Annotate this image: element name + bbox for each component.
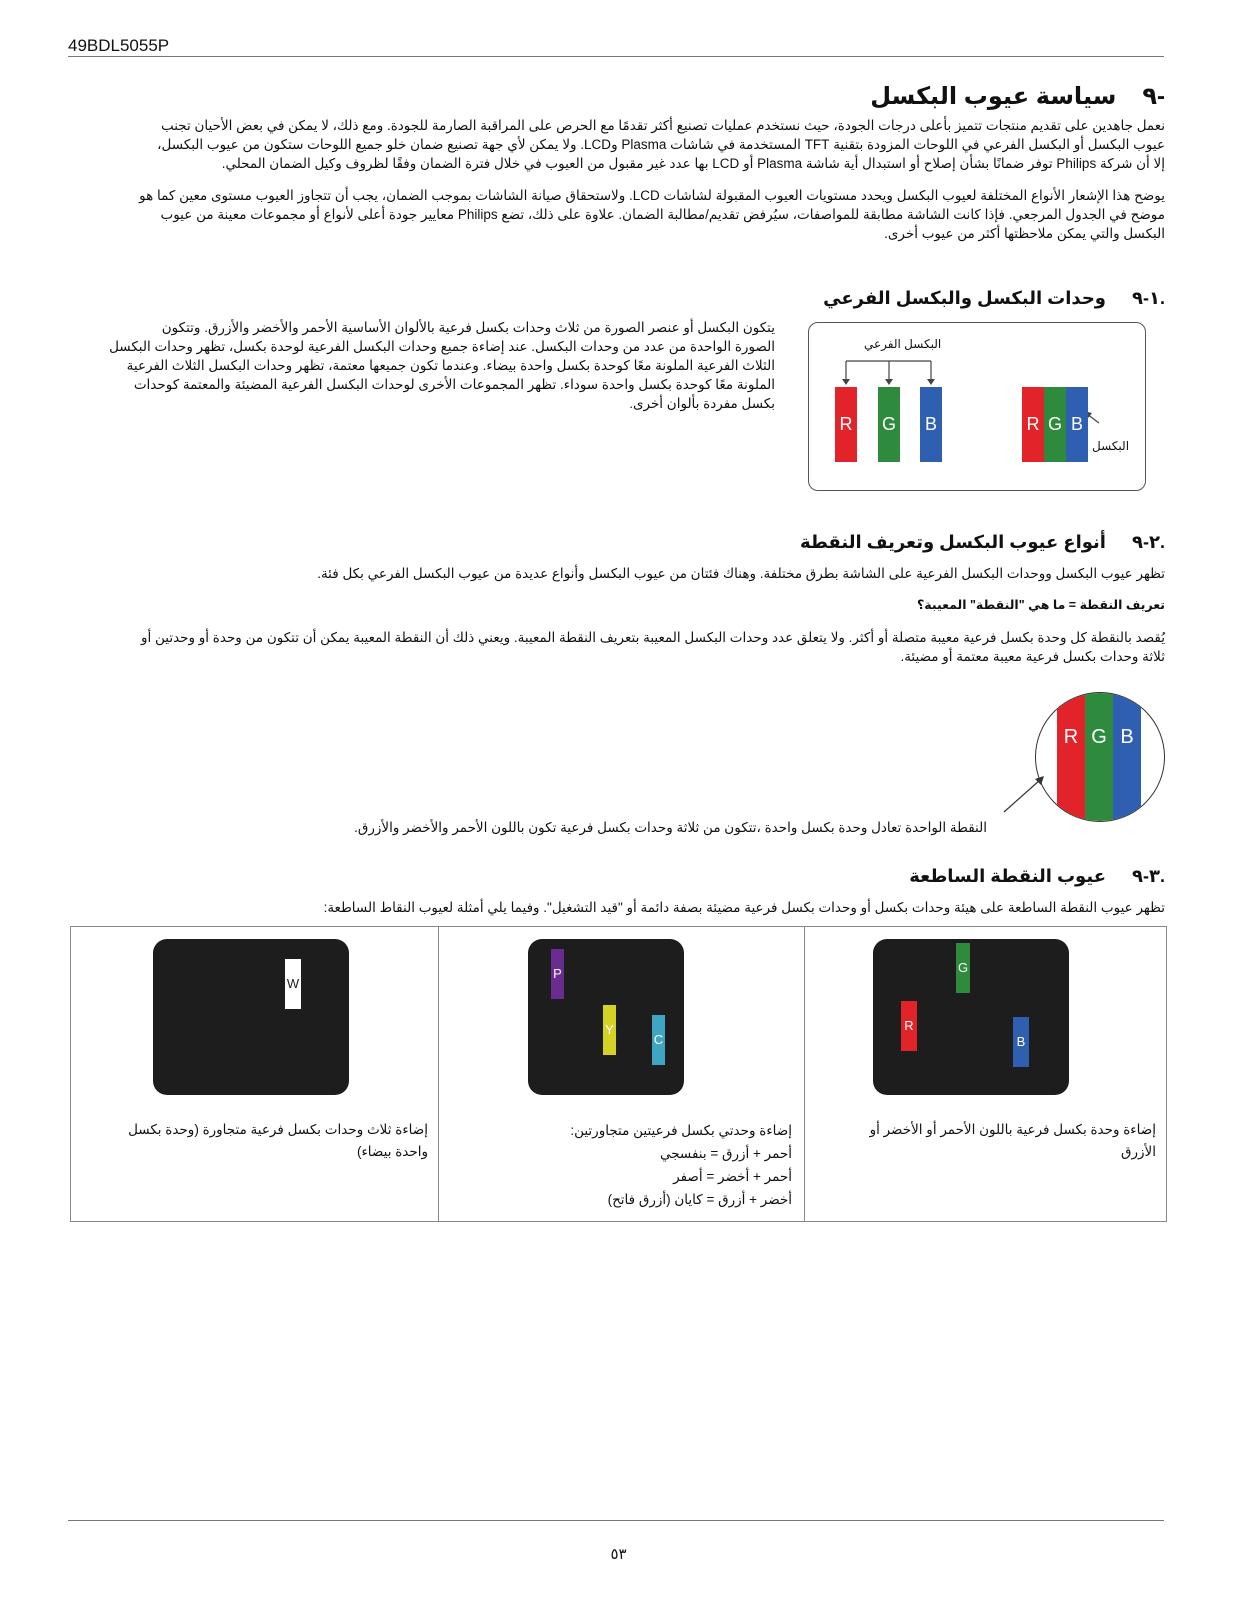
screen-example	[153, 939, 349, 1095]
pixel-subpixel-diagram	[808, 322, 1146, 491]
two-subpixels-cell	[439, 927, 804, 1221]
text-line: موضح في الجدول المرجعي. فإذا كانت الشاشة مطابقة للمواصفات، سيُرفض تقديم/مطالبة الضمان. علاوة على ذلك، تضع Philips معايير جودة أعلى لأنواع أو مجموعات معينة من عيوب	[160, 207, 1165, 222]
text-line: يوضح هذا الإشعار الأنواع المختلفة لعيوب البكسل ويحدد مستويات العيوب المقبولة لشاشات LCD. ولاستحقاق صيانة الشاشات بموجب الضمان، يجب أن تتجاوز العيوب مستوى معين كما هو	[139, 188, 1165, 203]
text-line: بكسل مفردة بألوان أخرى.	[629, 396, 775, 411]
cyan-bright-subpixel: C	[652, 1015, 665, 1065]
section-number: .٣-٩	[1131, 866, 1165, 886]
text-line: يتكون البكسل أو عنصر الصورة من ثلاث وحدات بكسل فرعية بالألوان الأساسية الأحمر والأخضر والأزرق. وتتكون	[161, 320, 775, 335]
pixel-label: البكسل	[1092, 439, 1130, 453]
cell-caption	[83, 1119, 428, 1163]
section-9-3-intro: تظهر عيوب النقطة الساطعة على هيئة وحدات بكسل أو وحدات بكسل فرعية مضيئة بصفة دائمة أو "قيد التشغيل". وفيما يلي أمثلة لعيوب النقاط الساطعة:	[323, 900, 1165, 915]
text-line: واحدة بيضاء)	[356, 1144, 428, 1159]
text-line: الأزرق	[1121, 1144, 1156, 1159]
blue-subpixel: B	[920, 387, 942, 462]
white-bright-pixel: W	[285, 959, 301, 1009]
yellow-bright-subpixel: Y	[603, 1005, 616, 1055]
section-title: أنواع عيوب البكسل وتعريف النقطة	[799, 532, 1106, 552]
footer-divider	[68, 1520, 1164, 1521]
single-subpixel-cell	[805, 927, 1166, 1221]
section-9-paragraph-1	[65, 116, 1165, 173]
text-line: يُقصد بالنقطة كل وحدة بكسل فرعية معيبة متصلة أو أكثر. ولا يتعلق عدد وحدات البكسل المعيبة بتعريف النقطة المعيبة. ويعني ذلك أن النقطة المعيبة يمكن أن تتكون من وحدة أو وحدتين أو	[140, 630, 1165, 645]
section-9-2-intro: تظهر عيوب البكسل ووحدات البكسل الفرعية على الشاشة بطرق مختلفة. وهناك فئتان من عيوب البكسل وأنواع عديدة من عيوب البكسل الفرعي بكل فئة.	[317, 566, 1165, 581]
dot-definition-text	[65, 628, 1165, 666]
text-line: إضاءة ثلاث وحدات بكسل فرعية متجاورة (وحدة بكسل	[128, 1122, 428, 1137]
page-number: ٥٣	[610, 1546, 627, 1563]
text-line: البكسل والتي يمكن ملاحظتها أكثر من عيوب أخرى.	[884, 226, 1165, 241]
section-9-1-paragraph	[70, 318, 775, 413]
blue-bright-subpixel: B	[1013, 1017, 1029, 1067]
subpixel-label: البكسل الفرعي	[864, 337, 942, 351]
dot-blue: B	[1113, 693, 1141, 821]
model-number: 49BDL5055P	[68, 36, 170, 55]
dot-green: G	[1085, 693, 1113, 821]
text-line: إلا أن شركة Philips توفر ضمانًا بشأن إصلاح أو استبدال أية شاشة Plasma أو LCD بها عدد غير مقبول من العيوب في خلال فترة الضمان وفقًا لظروف وكيل الضمان المحلي.	[221, 156, 1165, 171]
section-number: .٢-٩	[1131, 532, 1165, 552]
text-line: أخضر + أزرق = كايان (أزرق فاتح)	[607, 1192, 792, 1207]
dot-red: R	[1057, 693, 1085, 821]
section-number: .١-٩	[1131, 288, 1165, 308]
red-subpixel: R	[835, 387, 857, 462]
text-line: إضاءة وحدة بكسل فرعية باللون الأحمر أو الأخضر أو	[869, 1122, 1156, 1137]
section-9-heading	[870, 82, 1165, 111]
screen-example	[528, 939, 684, 1095]
text-line: إضاءة وحدتي بكسل فرعيتين متجاورتين:	[570, 1123, 792, 1138]
section-title: سياسة عيوب البكسل	[870, 83, 1117, 110]
pixel-green: G	[1044, 387, 1066, 462]
red-bright-subpixel: R	[901, 1001, 917, 1051]
dot-pointer-arrow	[1000, 770, 1060, 820]
screen-example	[873, 939, 1069, 1095]
section-title: وحدات البكسل والبكسل الفرعي	[823, 288, 1106, 308]
section-9-paragraph-2	[65, 186, 1165, 243]
text-line: الصورة الواحدة من عدد من وحدات البكسل. عند إضاءة جميع وحدات البكسل الفرعية لوحدة بكسل، تظهر وحدات البكسل	[109, 339, 775, 354]
green-subpixel: G	[878, 387, 900, 462]
bright-dot-examples-table	[70, 926, 1167, 1222]
purple-bright-subpixel: P	[551, 949, 564, 999]
text-line: الثلاث الفرعية الملونة معًا كوحدة بكسل واحدة بيضاء. وعندما تكون جميعها معتمة، تظهر وحدات البكسل الثلاث الفرعية	[126, 358, 775, 373]
pixel-blue: B	[1066, 387, 1088, 462]
dot-caption: النقطة الواحدة تعادل وحدة بكسل واحدة ،تتكون من ثلاثة وحدات بكسل فرعية تكون باللون الأحمر والأخضر والأزرق.	[354, 820, 987, 835]
section-9-2-heading	[800, 532, 1165, 553]
text-line: ثلاثة وحدات بكسل فرعية معيبة معتمة أو مضيئة.	[900, 649, 1165, 664]
dot-definition-heading: تعريف النقطة = ما هي "النقطة" المعيبة؟	[917, 598, 1165, 612]
three-subpixels-cell	[71, 927, 438, 1221]
header-divider	[68, 56, 1164, 57]
pixel-red: R	[1022, 387, 1044, 462]
text-line: نعمل جاهدين على تقديم منتجات تتميز بأعلى درجات الجودة، حيث نستخدم عمليات تصنيع أكثر تقدمًا مع الحرص على المراقبة الصارمة للجودة. ومع ذلك، لا يمكن في بعض الأحيان تجنب	[160, 118, 1165, 133]
text-line: الملونة معًا كوحدة بكسل واحدة سوداء. تظهر المجموعات الأخرى لوحدات البكسل الفرعية المضيئة والمعتمة كوحدات	[133, 377, 775, 392]
section-number: -٩	[1142, 83, 1165, 110]
cell-caption	[816, 1119, 1156, 1163]
text-line: أحمر + أزرق = بنفسجي	[659, 1146, 792, 1161]
cell-caption	[452, 1119, 792, 1211]
section-title: عيوب النقطة الساطعة	[909, 866, 1106, 886]
section-9-3-heading	[909, 866, 1165, 887]
green-bright-subpixel: G	[956, 943, 970, 993]
subpixel-arrows	[809, 323, 1145, 490]
text-line: عيوب البكسل أو البكسل الفرعي في اللوحات المزودة بتقنية TFT المستخدمة في شاشات Plasma وLCD. ولا يمكن لأي جهة تصنيع ضمان خلو جميع اللوحات ستكون من عيوب البكسل،	[157, 137, 1165, 152]
section-9-1-heading	[823, 288, 1165, 309]
text-line: أحمر + أخضر = أصفر	[673, 1169, 792, 1184]
